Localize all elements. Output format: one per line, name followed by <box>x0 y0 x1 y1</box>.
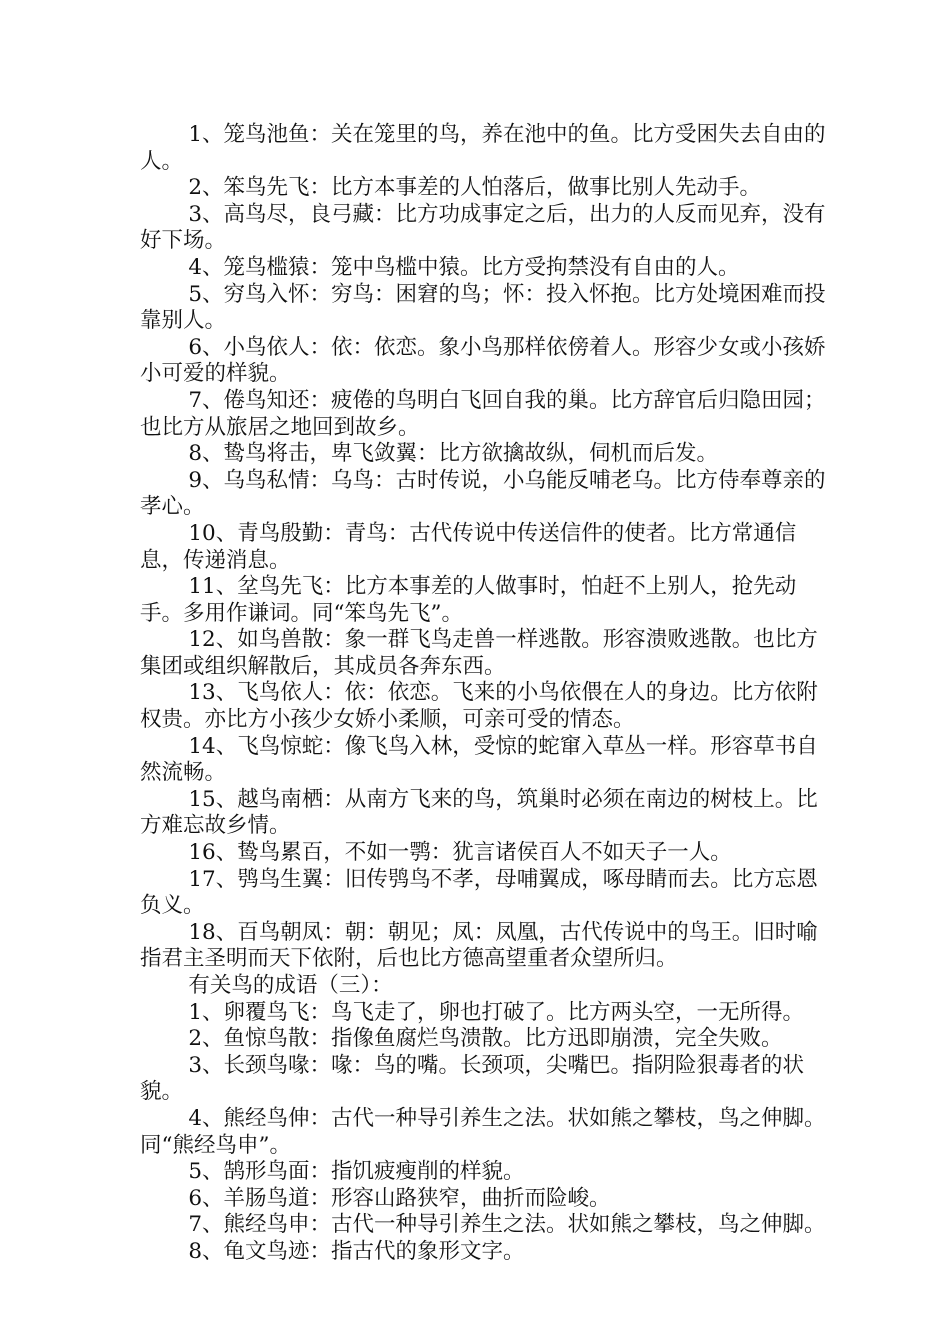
paragraph-14: 14、飞鸟惊蛇：像飞鸟入林，受惊的蛇窜入草丛一样。形容草书自然流畅。 <box>140 733 818 786</box>
paragraph-9: 9、乌鸟私情：乌鸟：古时传说，小乌能反哺老乌。比方侍奉尊亲的孝心。 <box>140 467 826 520</box>
paragraph-19: 1、卵覆鸟飞：鸟飞走了，卵也打破了。比方两头空，一无所得。 <box>188 999 805 1025</box>
paragraph-22: 4、熊经鸟伸：古代一种导引养生之法。状如熊之攀枝，鸟之伸脚。同“熊经鸟申”。 <box>140 1105 826 1158</box>
paragraph-20: 2、鱼惊鸟散：指像鱼腐烂鸟溃散。比方迅即崩溃，完全失败。 <box>188 1026 783 1052</box>
paragraph-11: 11、坌鸟先飞：比方本事差的人做事时，怕赶不上别人，抢先动手。多用作谦词。同“笨鸟先飞”。 <box>140 574 797 626</box>
paragraph-1: 1、笼鸟池鱼：关在笼里的鸟，养在池中的鱼。比方受困失去自由的人。 <box>140 122 826 174</box>
document-body <box>140 122 830 1266</box>
paragraph-3: 3、高鸟尽，良弓藏：比方功成事定之后，出力的人反而见弃，没有好下场。 <box>140 201 826 254</box>
paragraph-16: 16、鸷鸟累百，不如一鹗：犹言诸侯百人不如天子一人。 <box>188 840 732 866</box>
paragraph-18: 18、百鸟朝凤：朝：朝见；凤：凤凰，古代传说中的鸟王。旧时喻指君主圣明而天下依附，后也比方德高望重者众望所归。 <box>140 919 818 972</box>
paragraph-23: 5、鹄形鸟面：指饥疲瘦削的样貌。 <box>188 1159 525 1185</box>
paragraph-15: 15、越鸟南栖：从南方飞来的鸟，筑巢时必须在南边的树枝上。比方难忘故乡情。 <box>140 786 818 839</box>
paragraph-2: 2、笨鸟先飞：比方本事差的人怕落后，做事比别人先动手。 <box>188 175 762 201</box>
paragraph-25: 7、熊经鸟申：古代一种导引养生之法。状如熊之攀枝，鸟之伸脚。 <box>188 1212 826 1238</box>
paragraph-17: 17、鸮鸟生翼：旧传鸮鸟不孝，母哺翼成，啄母睛而去。比方忘恩负义。 <box>140 866 818 919</box>
paragraph-5: 5、穷鸟入怀：穷鸟：困窘的鸟；怀：投入怀抱。比方处境困难而投靠别人。 <box>140 281 826 334</box>
paragraph-8: 8、鸷鸟将击，卑飞敛翼：比方欲擒故纵，伺机而后发。 <box>188 441 719 467</box>
paragraph-7: 7、倦鸟知还：疲倦的鸟明白飞回自我的巢。比方辞官后归隐田园；也比方从旅居之地回到故乡。 <box>140 387 826 440</box>
paragraph-21: 3、长颈鸟喙：喙：鸟的嘴。长颈项，尖嘴巴。指阴险狠毒者的状貌。 <box>140 1052 805 1105</box>
section-heading: 有关鸟的成语（三）： <box>188 973 393 998</box>
paragraph-12: 12、如鸟兽散：象一群飞鸟走兽一样逃散。形容溃败逃散。也比方集团或组织解散后，其成员各奔东西。 <box>140 627 818 679</box>
paragraph-4: 4、笼鸟槛猿：笼中鸟槛中猿。比方受拘禁没有自由的人。 <box>188 254 740 280</box>
paragraph-13: 13、飞鸟依人：依：依恋。飞来的小鸟依偎在人的身边。比方依附权贵。亦比方小孩少女娇小柔顺，可亲可受的情态。 <box>140 680 818 733</box>
paragraph-26: 8、龟文鸟迹：指古代的象形文字。 <box>188 1238 525 1264</box>
paragraph-24: 6、羊肠鸟道：形容山路狭窄，曲折而险峻。 <box>188 1185 611 1211</box>
paragraph-6: 6、小鸟依人：依：依恋。象小鸟那样依傍着人。形容少女或小孩娇小可爱的样貌。 <box>140 334 826 387</box>
paragraph-10: 10、青鸟殷勤：青鸟：古代传说中传送信件的使者。比方常通信息，传递消息。 <box>140 520 797 573</box>
